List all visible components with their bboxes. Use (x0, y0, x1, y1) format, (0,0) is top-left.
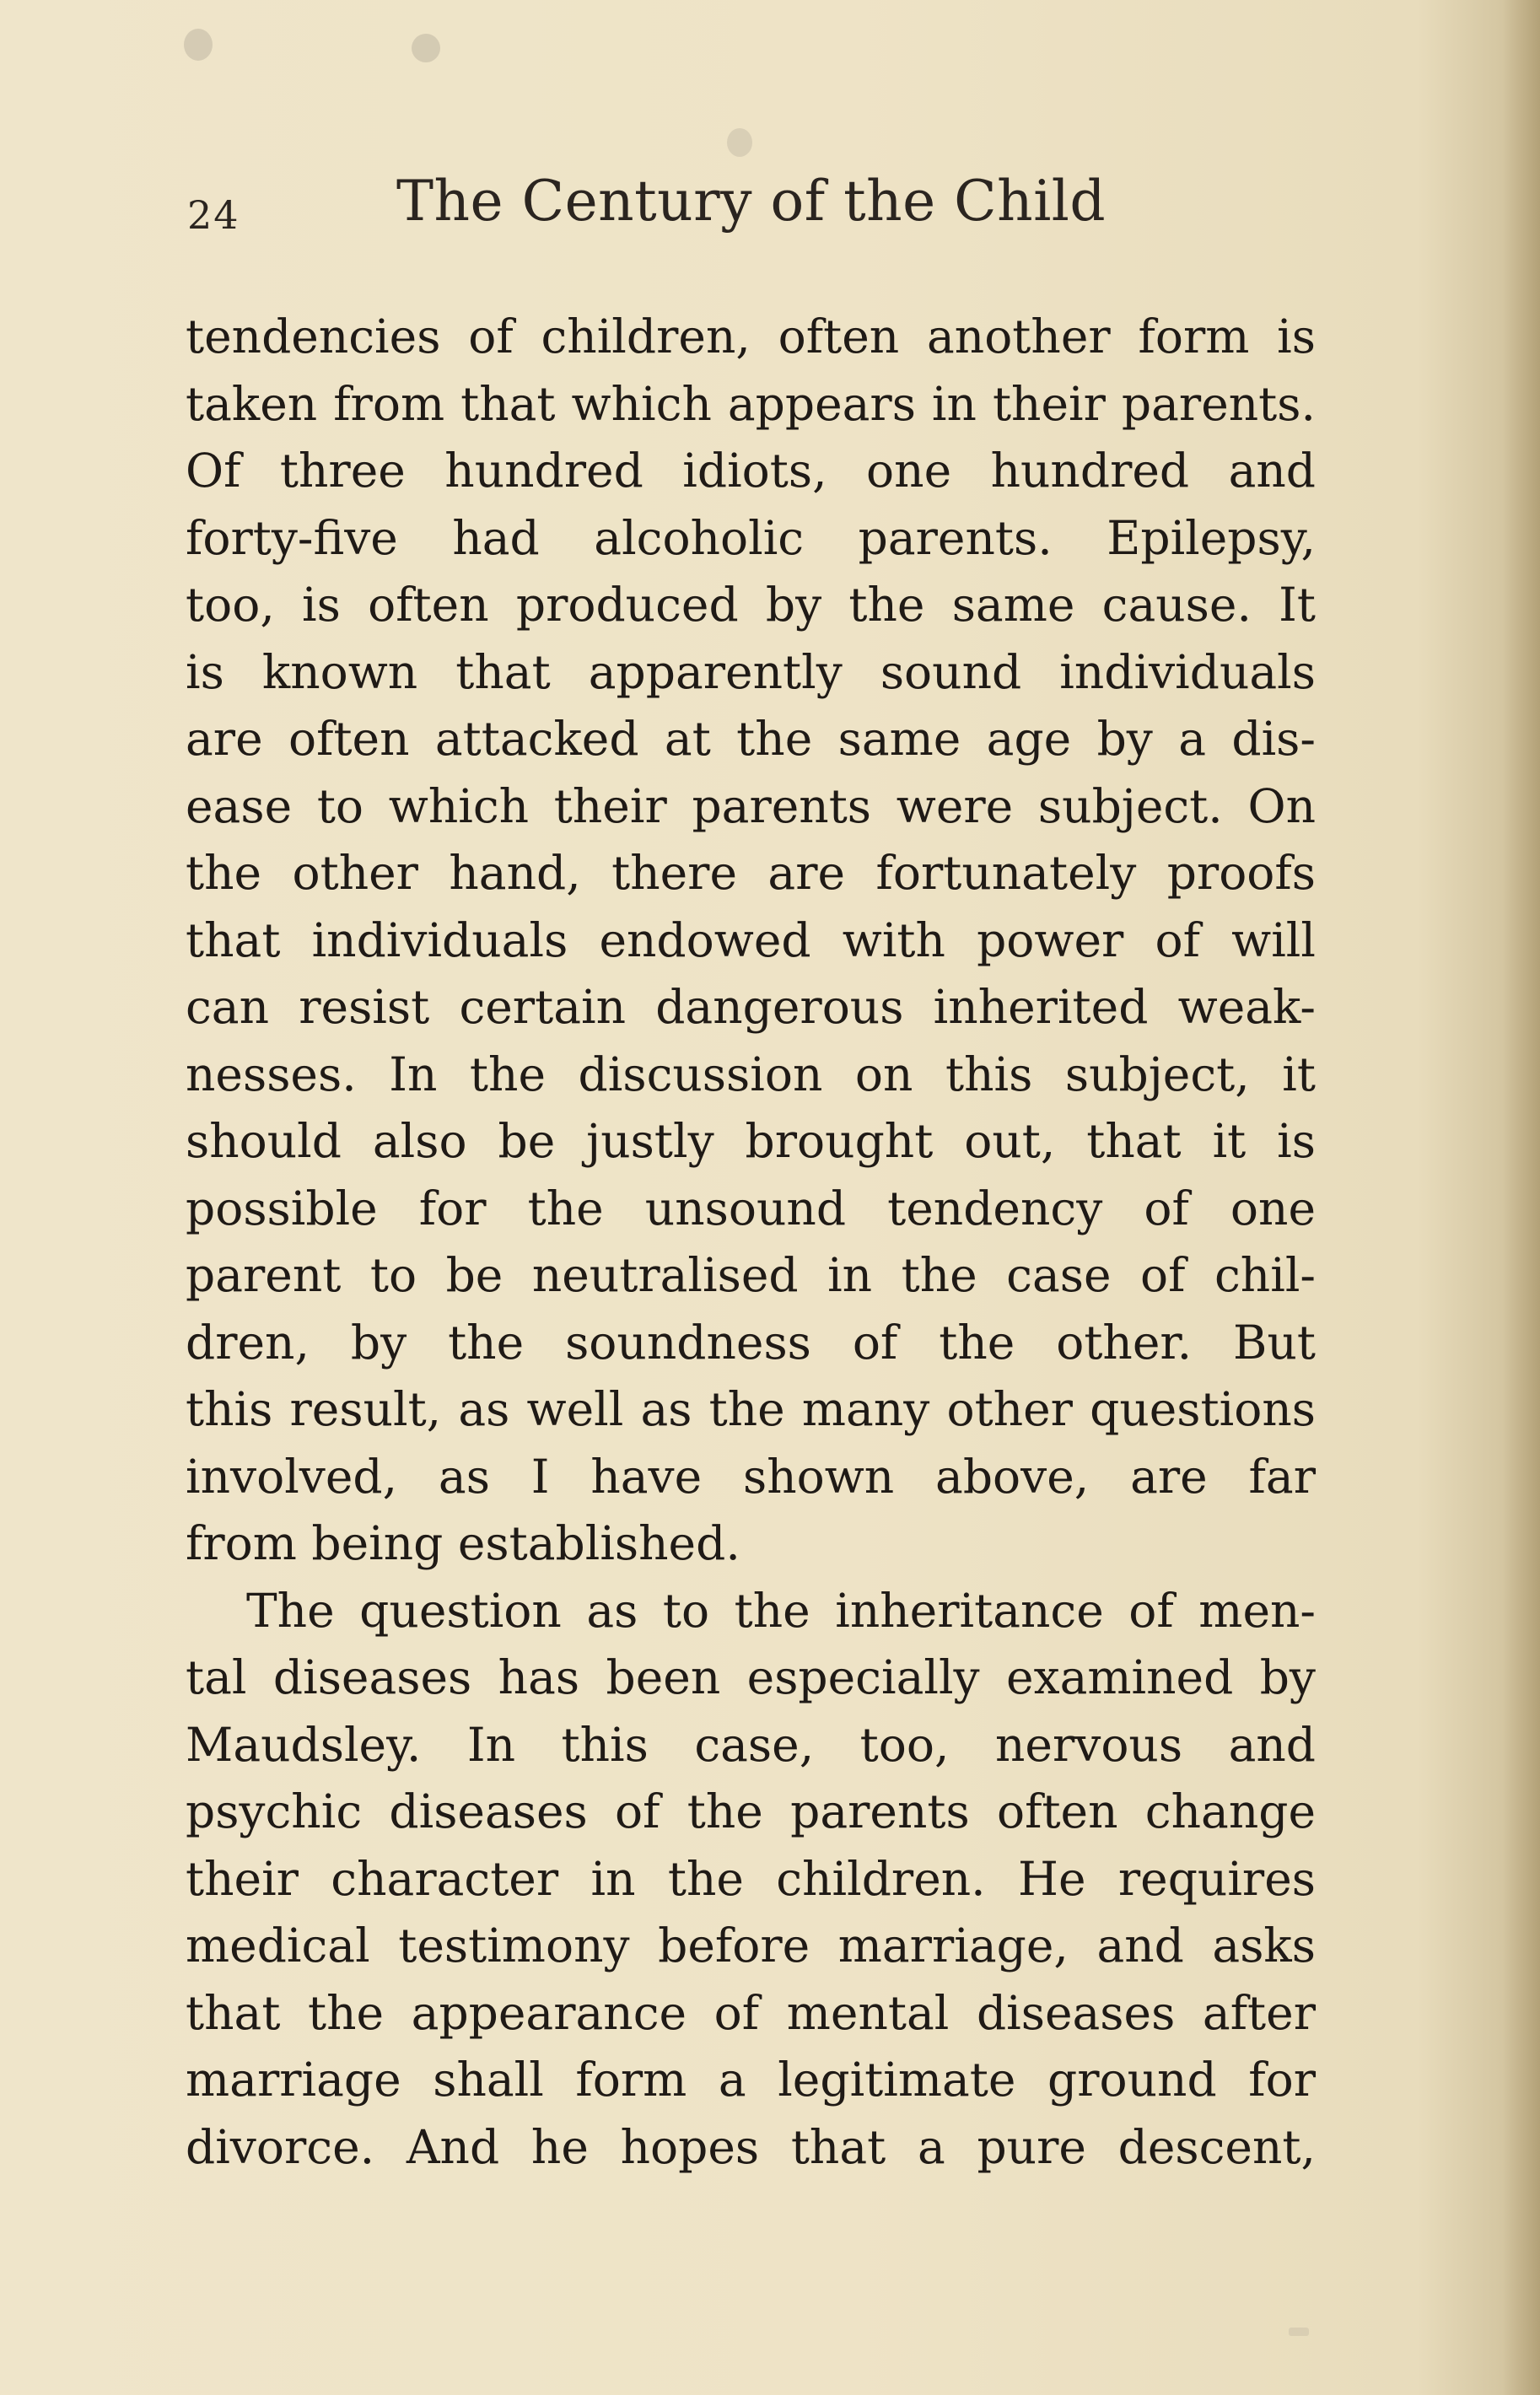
paper-stain (412, 34, 440, 62)
text-line: Maudsley. In this case, too, nervous and (186, 1717, 1316, 1772)
running-title: The Century of the Child (396, 169, 1107, 234)
text-line: can resist certain dangerous inherited weak- (186, 980, 1316, 1034)
text-line: their character in the children. He requires (186, 1851, 1316, 1906)
text-line: should also be justly brought out, that it is (186, 1114, 1316, 1168)
text-line: too, is often produced by the same cause. It (186, 578, 1316, 632)
page-edge-shadow (1503, 0, 1540, 2395)
text-line: tendencies of children, often another form is (186, 309, 1316, 363)
text-line: dren, by the soundness of the other. But (186, 1315, 1316, 1370)
text-line: from being established. (186, 1516, 740, 1570)
text-line: that the appearance of mental diseases after (186, 1985, 1316, 2040)
text-line: psychic diseases of the parents often change (186, 1784, 1316, 1838)
text-line: that individuals endowed with power of will (186, 912, 1316, 967)
text-line: Of three hundred idiots, one hundred and (186, 444, 1316, 498)
text-line: this result, as well as the many other questions (186, 1382, 1316, 1436)
text-line: parent to be neutralised in the case of chil- (186, 1248, 1316, 1302)
text-line: possible for the unsound tendency of one (186, 1181, 1316, 1235)
text-line: nesses. In the discussion on this subject, it (186, 1047, 1316, 1101)
text-line: medical testimony before marriage, and asks (186, 1919, 1316, 1973)
text-line: tal diseases has been especially examined by (186, 1650, 1316, 1704)
text-line: divorce. And he hopes that a pure descent, (186, 2119, 1316, 2174)
paper-stain (727, 128, 752, 157)
text-line: ease to which their parents were subject. On (186, 778, 1316, 833)
text-line: taken from that which appears in their parents. (186, 376, 1316, 431)
text-line: marriage shall form a legitimate ground for (186, 2053, 1316, 2107)
text-line: the other hand, there are fortunately proofs (186, 846, 1316, 900)
text-line: is known that apparently sound individuals (186, 644, 1316, 699)
page-number: 24 (187, 192, 240, 238)
body-text (186, 304, 1316, 2181)
text-line: The question as to the inheritance of men- (246, 1583, 1316, 1638)
paper-mark (1289, 2328, 1309, 2336)
text-line: forty-five had alcoholic parents. Epilepsy, (186, 510, 1316, 565)
text-line: involved, as I have shown above, are far (186, 1449, 1316, 1504)
paper-stain (184, 29, 213, 61)
text-line: are often attacked at the same age by a dis- (186, 712, 1316, 766)
running-header (187, 169, 1317, 245)
